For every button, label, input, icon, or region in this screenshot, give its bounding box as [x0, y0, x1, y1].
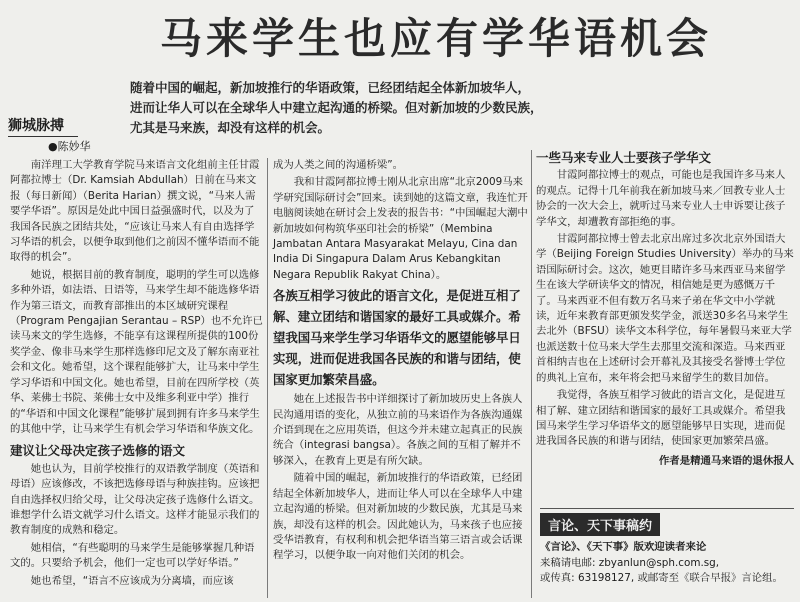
headline: 马来学生也应有学华语机会 [160, 14, 713, 63]
body-paragraph: 甘霞阿都拉博士曾去北京出席过多次北京外国语大学（Beijing Foreign Studies University）举办的马来语国际研讨会。这次，她更目睹许多马来西亚马来留学生在该大学研读华文的情况，相信她是更为感慨万千了。马来西亚不但有数万名马来子弟在华文中小学就读，近年来教育部更颁发奖学金，派送30多名马来学生去北外（BFSU）读华文本科学位，每年暑假马来亚大学也派送数十位马来大学生去那里交流和深造。马来西亚首相纳吉也在上述研讨会开幕礼及其接受名誉博士学位的典礼上宣布，来年将会把马来留学生的数目加倍。 [536, 233, 794, 384]
lead-paragraph [130, 78, 790, 138]
column-name: 狮城脉搏 [8, 115, 78, 137]
section-heading: 建议让父母决定孩子选修的语文 [10, 443, 186, 459]
body-paragraph: 我和甘霞阿都拉博士刚从北京出席“北京2009马来学研究国际研讨会”回来。读到她的这篇文章，我连忙开电脑阅读她在研讨会上发表的报告书：“中国崛起大潮中新加坡如何构筑华巫印社会的桥梁”（Membina Jambatan Antara Masyarakat Melayu, Cina dan India Di Singapura Dalam Arus Kebangkitan Negara Republik Rakyat China）。 [273, 176, 528, 281]
column-divider [531, 150, 532, 598]
body-paragraph: 甘霞阿都拉博士的观点，可能也是我国许多马来人的观点。记得十几年前我在新加坡马来／回教专业人士协会的一次大会上，就听过马来专业人士申诉要让孩子学华文，却遭教育部拒绝的事。 [536, 169, 786, 228]
body-paragraph: 她相信，“有些聪明的马来学生是能够掌握几种语文的。只要给予机会，他们一定也可以学好华语。” [10, 541, 255, 570]
notice-line: 《言论》、《天下事》版欢迎读者来论 [540, 541, 707, 553]
notice-tag: 言论、天下事稿约 [540, 513, 660, 536]
body-paragraph: 我觉得，各族互相学习彼此的语言文化，是促进互相了解、建立团结和谐国家的最好工具或媒介。希望我国马来学生学习华语华文的愿望能够早日实现，进而促进我国各民族的和谐与团结，使国家更加繁荣昌盛。 [536, 389, 786, 448]
author-byline: 作者是精通马来语的退休报人 [658, 454, 794, 467]
pull-quote: 各族互相学习彼此的语言文化，是促进互相了解、建立团结和谐国家的最好工具或媒介。希望我国马来学生学习华语华文的愿望能够早日实现，进而促进我国各民族的和谐与团结，使国家更加繁荣昌盛。 [273, 288, 521, 388]
article-column-3 [536, 150, 794, 469]
column-label [8, 115, 114, 153]
body-paragraph: 她也认为，目前学校推行的双语教学制度（英语和母语）应该修改，不该把选修母语与种族挂钩。应该把自由选择权归给父母，让父母决定孩子选修什么语文。谁想学什么语文就学习什么语文。这样才能显示我们的教育制度的成熟和稳定。 [10, 462, 260, 537]
lead-line: 进而让华人可以在全球华人中建立起沟通的桥梁。但对新加坡的少数民族， [130, 100, 543, 115]
notice-fax: 或传真: 63198127, 或邮寄至《联合早报》言论组。 [540, 572, 783, 584]
body-paragraph: 随着中国的崛起，新加坡推行的华语政策，已经团结起全体新加坡华人，进而让华人可以在全球华人中建立起沟通的桥梁。但对新加坡的少数民族，尤其是马来族，却没有这样的机会。因此她认为，马来孩子也应接受华语教育，有权利和机会把华语当第三语言或会话课程学习，以便争取一向对他们关闭的机会。 [273, 472, 523, 562]
body-paragraph: 她说，根据目前的教育制度，聪明的学生可以选修多种外语，如法语、日语等，马来学生却不能选修华语作为第三语文，而教育部推出的本区域研究课程（Program Pengajian Serantau – RSP）也不允许已读马来文的学生选修，不能享有这课程所提供的100份奖学金、像非马来学生那样选修印尼文及了解东南亚社会和文化。她希望，这个课程能够扩大，让马来中学生学习华语和中国文化。她也希望，目前在四所学校（英华、莱佛士书院、莱佛士女中及维多利亚中学）推行的“华语和中国文化课程”能够扩展到拥有许多马来学生的其他中学，让马来学生有机会学习华语和华族文化。 [10, 268, 263, 435]
notice-email: 来稿请电邮: zbyanlun@sph.com.sg, [540, 556, 720, 569]
author-name: ●陈妙华 [48, 140, 91, 153]
column-divider [267, 158, 268, 598]
body-paragraph: 她在上述报告书中详细探讨了新加坡历史上各族人民沟通用语的变化，从独立前的马来语作为各族沟通媒介语到现在之应用英语，但这今并未建立起真正的民族统合（integrasi bangsa）。各族之间的互相了解并不够深入，在教育上更是有所欠缺。 [273, 393, 523, 467]
body-paragraph: 南洋理工大学教育学院马来语言文化组前主任甘霞阿都拉博士（Dr. Kamsiah Abdullah）日前在马来文报（每日新闻）（Berita Harian）撰文说，“马来人需要学华语”。原因是处此中国日益强盛时代，以及为了我国各民族之团结共处，“应该让马来人有自由选择学习华语的机会，以便争取到他们之前因不懂华语而不能取得的机会”。 [10, 159, 260, 264]
lead-line: 随着中国的崛起，新加坡推行的华语政策，已经团结起全体新加坡华人， [130, 80, 531, 95]
body-paragraph: 她也希望，“语言不应该成为分离墙，而应该 [30, 574, 234, 587]
section-heading: 一些马来专业人士要孩子学华文 [536, 150, 712, 165]
submission-notice [540, 508, 794, 599]
article-column-1 [10, 158, 264, 591]
article-column-2 [273, 158, 528, 566]
lead-line: 尤其是马来族，却没有这样的机会。 [130, 120, 331, 135]
body-paragraph: 成为人类之间的沟通桥梁”。 [273, 159, 404, 171]
